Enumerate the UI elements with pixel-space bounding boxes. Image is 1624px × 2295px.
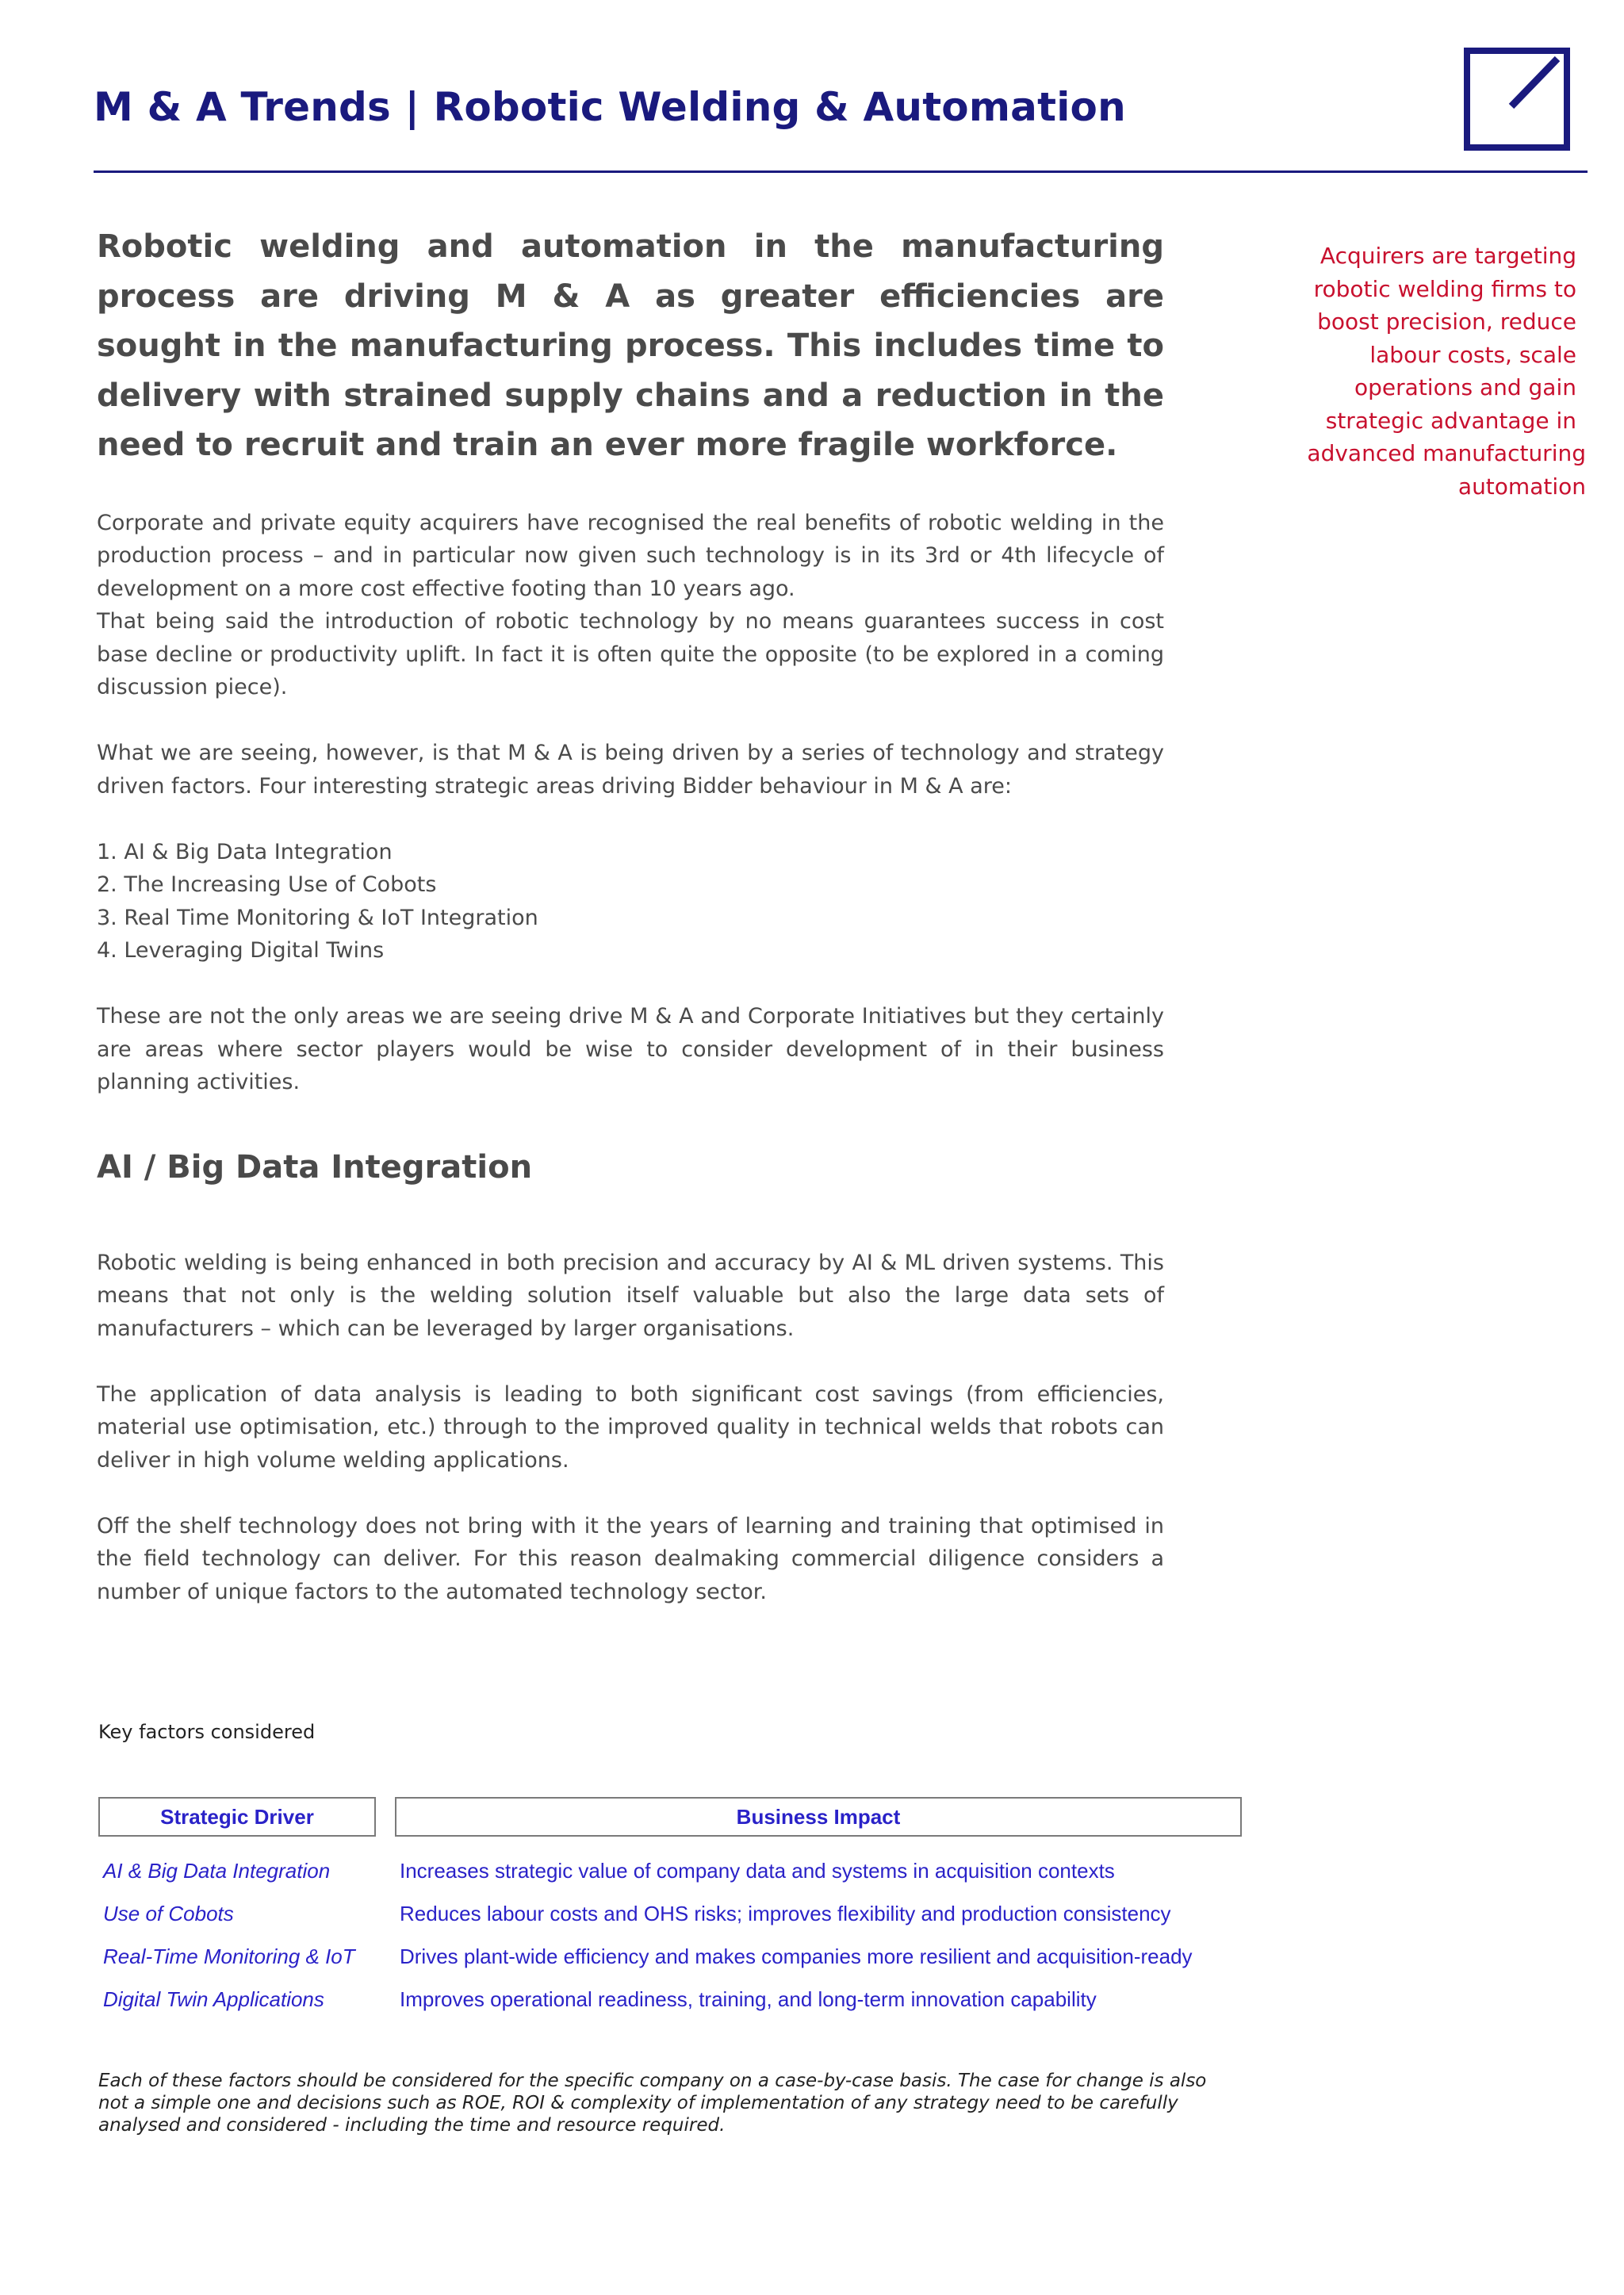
page-title: M & A Trends | Robotic Welding & Automation <box>94 84 1126 130</box>
impact-cell: Reduces labour costs and OHS risks; improves flexibility and production consistency <box>400 1901 1171 1925</box>
callout-line: labour costs, scale <box>1369 341 1576 368</box>
driver-cell: Real-Time Monitoring & IoT <box>103 1944 355 1968</box>
strategic-areas-list <box>97 836 1164 967</box>
callout-line: automation <box>1457 473 1586 500</box>
footnote-line: not a simple one and decisions such as ROE, ROI & complexity of implementation of any strategy need to be carefully <box>98 2093 1178 2113</box>
driver-cell: Use of Cobots <box>103 1901 234 1925</box>
footnote <box>98 2070 1248 2136</box>
key-factors-table <box>98 1797 1242 2021</box>
list-item: 3. Real Time Monitoring & IoT Integration <box>97 905 538 930</box>
impact-cell: Improves operational readiness, training, and long-term innovation capability <box>400 1987 1097 2011</box>
callout-line: robotic welding firms to <box>1313 275 1576 302</box>
callout-line: Acquirers are targeting <box>1320 243 1576 269</box>
table-row <box>98 1935 1242 1978</box>
intro-paragraph-4: These are not the only areas we are seeing drive M & A and Corporate Initiatives but they certainly are areas where sector players would be wise to consider development of in their business planning activities. <box>97 1004 1164 1094</box>
intro-paragraph-1: Corporate and private equity acquirers have recognised the real benefits of robotic welding in the production process – and in particular now given such technology is in its 3rd or 4th lifecycle of development on a more cost effective footing than 10 years ago. <box>97 510 1164 601</box>
section-paragraph-1: Robotic welding is being enhanced in both precision and accuracy by AI & ML driven systems. This means that not only is the welding solution itself valuable but also the large data sets of manufacturers – which can be leveraged by larger organisations. <box>97 1250 1164 1341</box>
callout-line: strategic advantage in <box>1325 407 1576 434</box>
list-item: 1. AI & Big Data Integration <box>97 839 393 864</box>
intro-paragraph-2: That being said the introduction of robotic technology by no means guarantees success in cost base decline or productivity uplift. In fact it is often quite the opposite (to be explored in a coming discussion piece). <box>97 609 1164 699</box>
table-row <box>98 1849 1242 1892</box>
list-item: 4. Leveraging Digital Twins <box>97 938 385 963</box>
square-slash-logo-icon <box>1464 48 1570 151</box>
section-heading: AI / Big Data Integration <box>97 1148 533 1186</box>
header-divider <box>94 170 1588 173</box>
callout-line: advanced manufacturing <box>1307 440 1586 466</box>
impact-cell: Increases strategic value of company data and systems in acquisition contexts <box>400 1858 1115 1883</box>
section-paragraph-3: Off the shelf technology does not bring with it the years of learning and training that optimised in the field technology can deliver. For this reason dealmaking commercial diligence considers a number of unique factors to the automated technology sector. <box>97 1513 1164 1604</box>
footnote-line: Each of these factors should be considered for the specific company on a case-by-case basis. The case for change is also <box>98 2071 1207 2091</box>
table-row <box>98 1892 1242 1935</box>
intro-paragraph-3: What we are seeing, however, is that M & A is being driven by a series of technology and strategy driven factors. Four interesting strategic areas driving Bidder behaviour in M & A are: <box>97 741 1164 799</box>
list-item: 2. The Increasing Use of Cobots <box>97 872 437 897</box>
column-header-driver: Strategic Driver <box>98 1797 376 1837</box>
callout-line: boost precision, reduce <box>1317 308 1576 335</box>
footnote-line: analysed and considered - including the time and resource required. <box>98 2115 726 2136</box>
lead-paragraph: Robotic welding and automation in the manufacturing process are driving M & A as greater efficiencies are sought in the manufacturing process. This includes time to delivery with strained supply chains and a reduction in the need to recruit and train an ever more fragile workforce. <box>97 228 1164 463</box>
table-header-row <box>98 1797 1242 1840</box>
table-caption: Key factors considered <box>98 1721 316 1743</box>
driver-cell: Digital Twin Applications <box>103 1987 324 2011</box>
impact-cell: Drives plant-wide efficiency and makes companies more resilient and acquisition-ready <box>400 1944 1193 1968</box>
driver-cell: AI & Big Data Integration <box>103 1858 331 1883</box>
column-header-impact: Business Impact <box>395 1797 1242 1837</box>
section-paragraph-2: The application of data analysis is leading to both significant cost savings (from efficiencies, material use optimisation, etc.) through to the improved quality in technical welds that robots can deliver in high volume welding applications. <box>97 1381 1164 1473</box>
main-content <box>97 222 1164 1608</box>
table-row <box>98 1978 1242 2021</box>
sidebar-callout <box>1261 239 1586 503</box>
callout-line: operations and gain <box>1354 374 1576 400</box>
